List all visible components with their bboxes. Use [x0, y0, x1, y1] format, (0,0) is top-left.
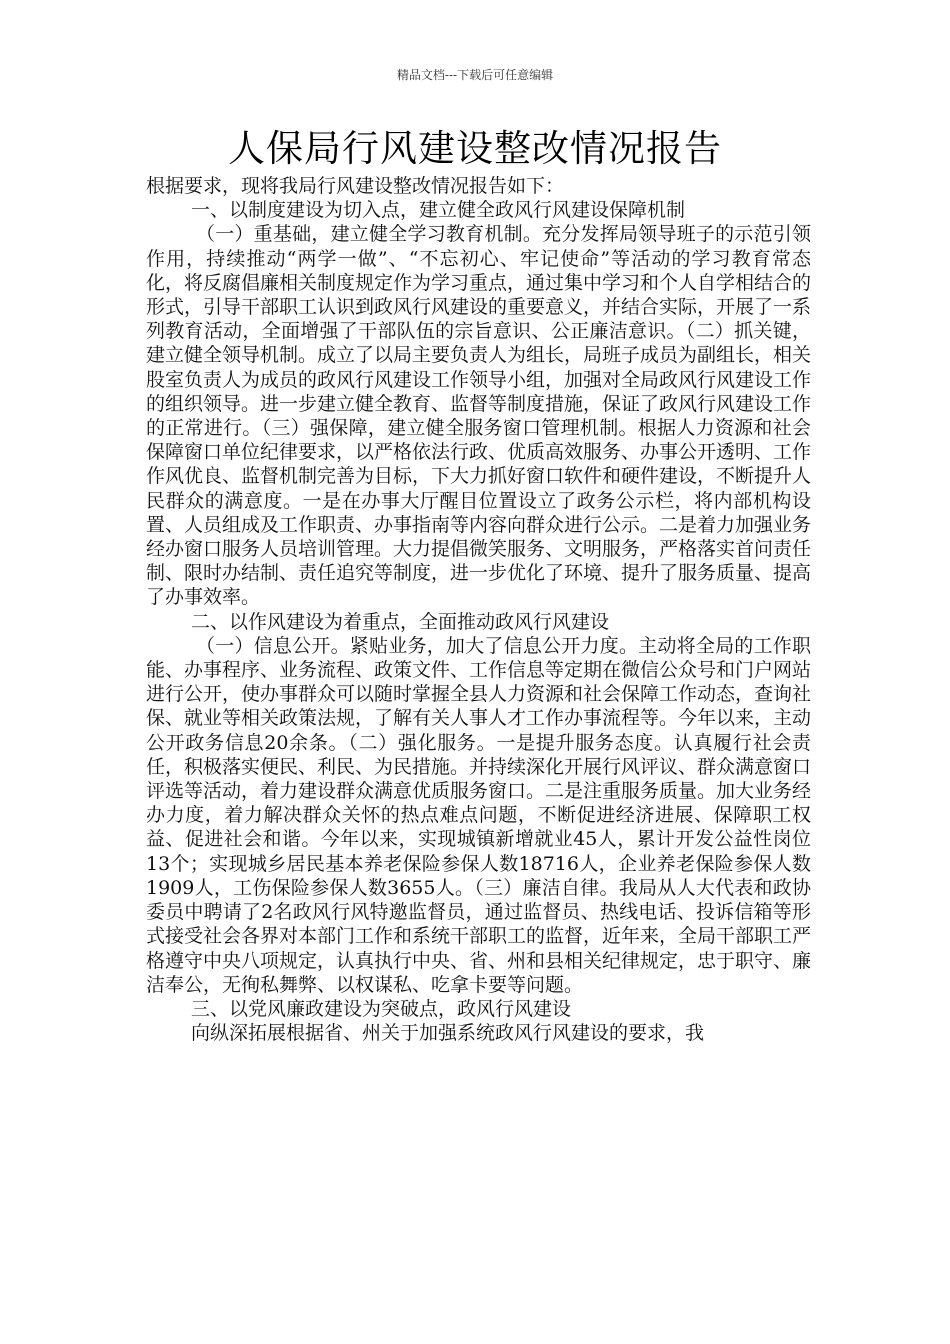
section-heading-3: 三、以党风廉政建设为突破点，政风行风建设 [191, 997, 572, 1020]
section-heading-1: 一、以制度建设为切入点，建立健全政风行风建设保障机制 [191, 199, 686, 222]
header-note: 精品文档---下载后可任意编辑 [396, 68, 554, 82]
section-2-body: （一）信息公开。紧贴业务，加大了信息公开力度。主动将全局的工作职能、办事程序、业务流程、政策文件、工作信息等定期在微信公众号和门户网站进行公开，使办事群众可以随时掌握全县人力资源和社会保障工作动态，查询社保、就业等相关政策法规，了解有关人事人才工作办事流程等。今年以来，主动公开政务信息20余条。（二）强化服务。一是提升服务态度。认真履行社会责任，积极落实便民、利民、为民措施。并持续深化开展行风评议、群众满意窗口评选等活动，着力建设群众满意优质服务窗口。二是注重服务质量。加大业务经办力度，着力解决群众关怀的热点难点问题，不断促进经济进展、保障职工权益、促进社会和谐。今年以来，实现城镇新增就业45人，累计开发公益性岗位13个；实现城乡居民基本养老保险参保人数18716人，企业养老保险参保人数1909人，工伤保险参保人数3655人。（三）廉洁自律。我局从人大代表和政协委员中聘请了2名政风行风特邀监督员，通过监督员、热线电话、投诉信箱等形式接受社会各界对本部门工作和系统干部职工的监督，近年来，全局干部职工严格遵守中央八项规定，认真执行中央、省、州和县相关纪律规定，忠于职守、廉洁奉公，无徇私舞弊、以权谋私、吃拿卡要等问题。 [146, 634, 812, 996]
section-3-body: 向纵深拓展根据省、州关于加强系统政风行风建设的要求，我 [191, 1022, 705, 1045]
document-body [146, 174, 811, 1045]
intro-paragraph: 根据要求，现将我局行风建设整改情况报告如下： [146, 175, 565, 197]
section-1-body: （一）重基础，建立健全学习教育机制。充分发挥局领导班子的示范引领作用，持续推动“两学一做”、“不忘初心、牢记使命”等活动的学习教育常态化，将反腐倡廉相关制度规定作为学习重点，通过集中学习和个人自学相结合的形式，引导干部职工认识到政风行风建设的重要意义，并结合实际，开展了一系列教育活动，全面增强了干部队伍的宗旨意识、公正廉洁意识。（二）抓关键，建立健全领导机制。成立了以局主要负责人为组长，局班子成员为副组长，相关股室负责人为成员的政风行风建设工作领导小组，加强对全局政风行风建设工作的组织领导。进一步建立健全教育、监督等制度措施，保证了政风行风建设工作的正常进行。（三）强保障，建立健全服务窗口管理机制。根据人力资源和社会保障窗口单位纪律要求，以严格依法行政、优质高效服务、办事公开透明、工作作风优良、监督机制完善为目标，下大力抓好窗口软件和硬件建设，不断提升人民群众的满意度。一是在办事大厅醒目位置设立了政务公示栏，将内部机构设置、人员组成及工作职责、办事指南等内容向群众进行公示。二是着力加强业务经办窗口服务人员培训管理。大力提倡微笑服务、文明服务，严格落实首问责任制、限时办结制、责任追究等制度，进一步优化了环境、提升了服务质量、提高了办事效率。 [146, 223, 812, 609]
page-title: 人保局行风建设整改情况报告 [228, 127, 722, 170]
section-heading-2: 二、以作风建设为着重点，全面推动政风行风建设 [191, 610, 610, 633]
